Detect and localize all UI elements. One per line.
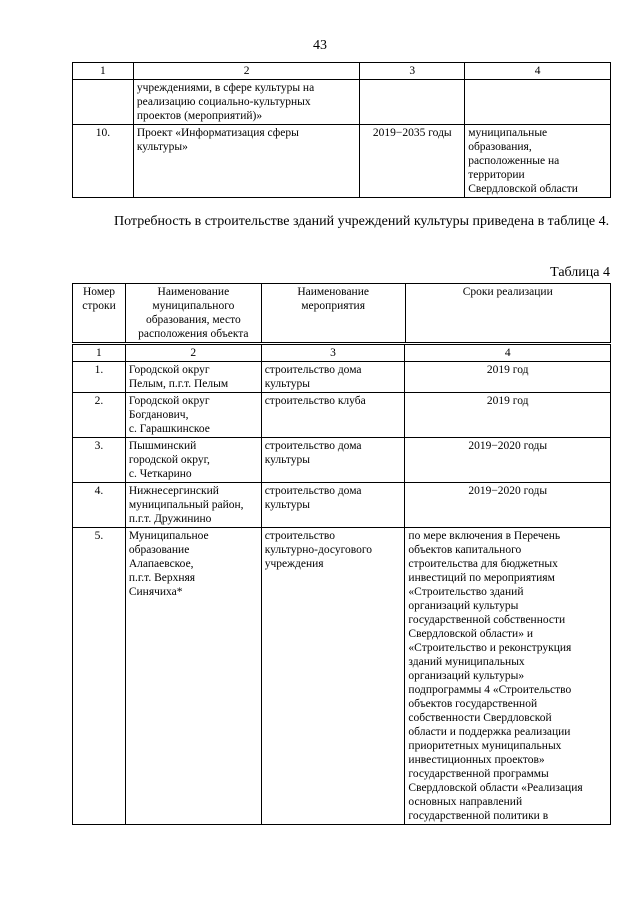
column-number: 4	[405, 345, 611, 362]
row-number: 3.	[73, 438, 126, 483]
period: по мере включения в Перечень объектов капитального строительства для бюджетных инвестиций по мероприятиям «Строительство зданий организаций культуры государственной собственности Свердловской области» и «Строительство и реконструкция зданий муниципальных организаций культуры» подпрограммы 4 «Строительство объектов государственной собственности Свердловской области и поддержка реализации приоритетных муниципальных инвестиционных проектов» государственной программы Свердловской области «Реализация основных направлений государственной политики в	[405, 528, 611, 825]
column-number: 2	[125, 345, 261, 362]
period: 2019−2035 годы	[360, 125, 465, 198]
column-number: 3	[360, 63, 465, 80]
row-number: 4.	[73, 483, 126, 528]
event: строительство дома культуры	[261, 438, 405, 483]
table-row	[73, 483, 611, 528]
column-number: 3	[261, 345, 405, 362]
row-number: 10.	[73, 125, 134, 198]
column-number: 1	[73, 345, 126, 362]
table-row	[73, 393, 611, 438]
table-numbering-row	[73, 345, 611, 362]
header-period: Сроки реализации	[405, 284, 610, 343]
continued-table	[72, 62, 611, 198]
column-number: 2	[133, 63, 360, 80]
event: строительство дома культуры	[261, 483, 405, 528]
body-paragraph: Потребность в строительстве зданий учреждений культуры приведена в таблице 4.	[114, 214, 610, 229]
period	[360, 80, 465, 125]
executor: муниципальные образования, расположенные на территории Свердловской области	[465, 125, 611, 198]
municipality: Пышминский городской округ, с. Четкарино	[125, 438, 261, 483]
table4-body	[72, 344, 611, 825]
table-row	[73, 362, 611, 393]
row-number: 2.	[73, 393, 126, 438]
municipality: Муниципальное образование Алапаевское, п.г.т. Верхняя Синячиха*	[125, 528, 261, 825]
row-number	[73, 80, 134, 125]
municipality: Городской округ Богданович, с. Гарашкинское	[125, 393, 261, 438]
municipality: Городской округ Пелым, п.г.т. Пелым	[125, 362, 261, 393]
table4-header-row	[73, 284, 611, 343]
table-caption: Таблица 4	[550, 265, 610, 280]
period: 2019 год	[405, 393, 611, 438]
period: 2019−2020 годы	[405, 483, 611, 528]
municipality: Нижнесергинский муниципальный район, п.г.т. Дружинино	[125, 483, 261, 528]
header-event: Наименование мероприятия	[261, 284, 405, 343]
table-row	[73, 438, 611, 483]
period: 2019−2020 годы	[405, 438, 611, 483]
project-name: учреждениями, в сфере культуры на реализацию социально-культурных проектов (мероприятий)»	[133, 80, 360, 125]
event: строительство дома культуры	[261, 362, 405, 393]
table-row	[73, 125, 611, 198]
header-municipality: Наименование муниципального образования, место расположения объекта	[125, 284, 261, 343]
project-name: Проект «Информатизация сферы культуры»	[133, 125, 360, 198]
page-number: 43	[313, 38, 327, 53]
table-numbering-row	[73, 63, 611, 80]
column-number: 4	[465, 63, 611, 80]
period: 2019 год	[405, 362, 611, 393]
table4-header	[72, 283, 611, 343]
table-row	[73, 80, 611, 125]
row-number: 1.	[73, 362, 126, 393]
column-number: 1	[73, 63, 134, 80]
event: строительство культурно-досугового учреждения	[261, 528, 405, 825]
executor	[465, 80, 611, 125]
header-row-number: Номер строки	[73, 284, 126, 343]
event: строительство клуба	[261, 393, 405, 438]
table-row	[73, 528, 611, 825]
row-number: 5.	[73, 528, 126, 825]
